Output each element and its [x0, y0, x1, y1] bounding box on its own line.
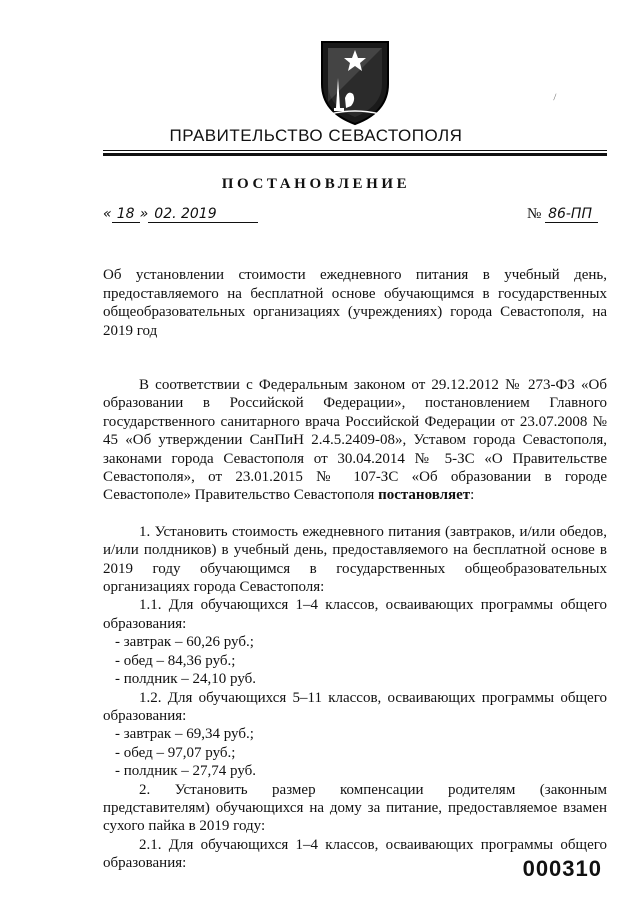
clause-1-1: 1.1. Для обучающихся 1–4 классов, осваивающих программы общего образования:	[103, 597, 607, 632]
preamble-bold: постановляет	[378, 487, 471, 504]
clause-2-1: 2.1. Для обучающихся 1–4 классов, осваивающих программы общего образования:	[103, 836, 607, 872]
clause-1: 1. Установить стоимость ежедневного питания (завтраков, и/или обедов, и/или полдников) в учебный день, предоставляемого на бесплатной основе в 2019 году обучающимся в государственных общеобразовательных организациях города Севастополя:	[103, 523, 607, 596]
scan-speck: \	[549, 92, 559, 103]
header-rule-thick	[103, 153, 607, 156]
clause-1-2-item: - полдник – 27,74 руб.	[115, 763, 257, 780]
date-month-year: 02. 2019	[148, 206, 258, 223]
document-topic: Об установлении стоимости ежедневного питания в учебный день, предоставляемого на бесплатной основе обучающимся в государственных общеобразовательных организациях (учреждениях) города Севастополя, на 2019 год	[103, 267, 607, 339]
clause-1-2-item: - завтрак – 69,34 руб.;	[115, 726, 254, 743]
preamble-paragraph	[103, 376, 607, 505]
clause-2: 2. Установить размер компенсации родителям (законным представителям) обучающихся на дому за питание, предоставляемое взамен сухого пайка в 2019 году:	[103, 781, 607, 835]
date-day: 18	[112, 206, 140, 223]
date-quote-open: «	[103, 206, 112, 222]
preamble-text: В соответствии с Федеральным законом от 29.12.2012 № 273-ФЗ «Об образовании в Российской Федерации», постановлением Главного государственного санитарного врача Российской Федерации от 23.07.2008 № 45 «Об утверждении СанПиН 2.4.5.2409-08», Уставом города Севастополя, законами города Севастополя от 30.04.2014 № 5-ЗС «О Правительстве Севастополя», от 23.01.2015 № 107-ЗС «Об образовании в городе Севастополе» Правительство Севастополя	[103, 377, 607, 504]
document-number	[527, 206, 598, 223]
number-prefix: №	[527, 206, 542, 222]
sevastopol-coat-of-arms-icon	[318, 38, 392, 126]
clause-1-2: 1.2. Для обучающихся 5–11 классов, осваивающих программы общего образования:	[103, 689, 607, 724]
clause-1-1-item: - завтрак – 60,26 руб.;	[115, 634, 254, 651]
number-value: 86-ПП	[545, 206, 598, 223]
document-body	[103, 376, 607, 873]
document-type-title: ПОСТАНОВЛЕНИЕ	[221, 176, 411, 192]
document-date	[103, 206, 258, 223]
clause-1-1-item: - полдник – 24,10 руб.	[115, 671, 257, 688]
clause-1-1-item: - обед – 84,36 руб.;	[115, 652, 236, 669]
org-name: ПРАВИТЕЛЬСТВО СЕВАСТОПОЛЯ	[169, 126, 463, 145]
header-rule-thin	[103, 150, 607, 151]
form-serial-number: 000310	[522, 856, 602, 881]
preamble-end: :	[470, 487, 475, 504]
clause-1-2-item: - обед – 97,07 руб.;	[115, 744, 236, 761]
date-quote-close: »	[139, 206, 149, 222]
